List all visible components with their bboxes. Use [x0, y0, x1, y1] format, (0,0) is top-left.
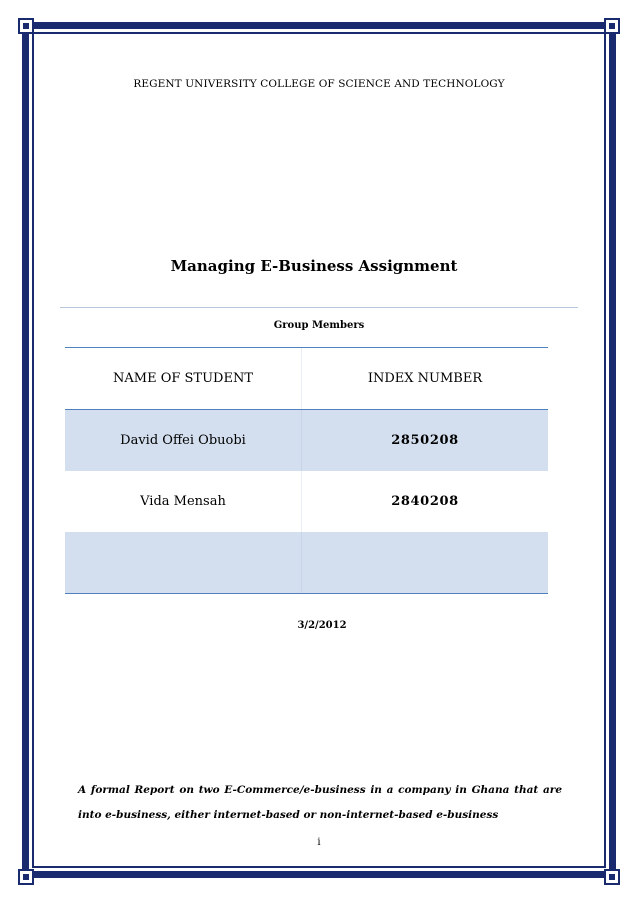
university-name: REGENT UNIVERSITY COLLEGE OF SCIENCE AND TECHNOLOGY	[133, 78, 505, 90]
student-index: 2840208	[302, 471, 549, 532]
border-corner-ornament	[604, 18, 620, 34]
student-index: 2850208	[302, 410, 549, 472]
submission-date: 3/2/2012	[297, 620, 347, 631]
group-members-heading: Group Members	[273, 320, 365, 331]
border-corner-ornament	[604, 869, 620, 885]
table-row	[65, 410, 548, 472]
report-description: A formal Report on two E-Commerce/e-business in a company in Ghana that are into e-business, either internet-based or non-internet-based e-business	[78, 784, 562, 821]
student-name: Vida Mensah	[140, 494, 226, 509]
members-table	[65, 347, 548, 594]
table-header-row	[65, 348, 548, 410]
student-name: David Offei Obuobi	[65, 410, 302, 472]
student-name	[65, 532, 302, 594]
document-title: Managing E-Business Assignment	[170, 257, 458, 275]
table-row	[65, 471, 548, 532]
student-index	[302, 532, 549, 594]
table-row	[65, 532, 548, 594]
column-header-index: INDEX NUMBER	[302, 348, 549, 410]
column-header-name: NAME OF STUDENT	[65, 348, 302, 410]
border-corner-ornament	[18, 18, 34, 34]
page-number: i	[317, 837, 321, 848]
divider	[60, 307, 578, 308]
border-corner-ornament	[18, 869, 34, 885]
